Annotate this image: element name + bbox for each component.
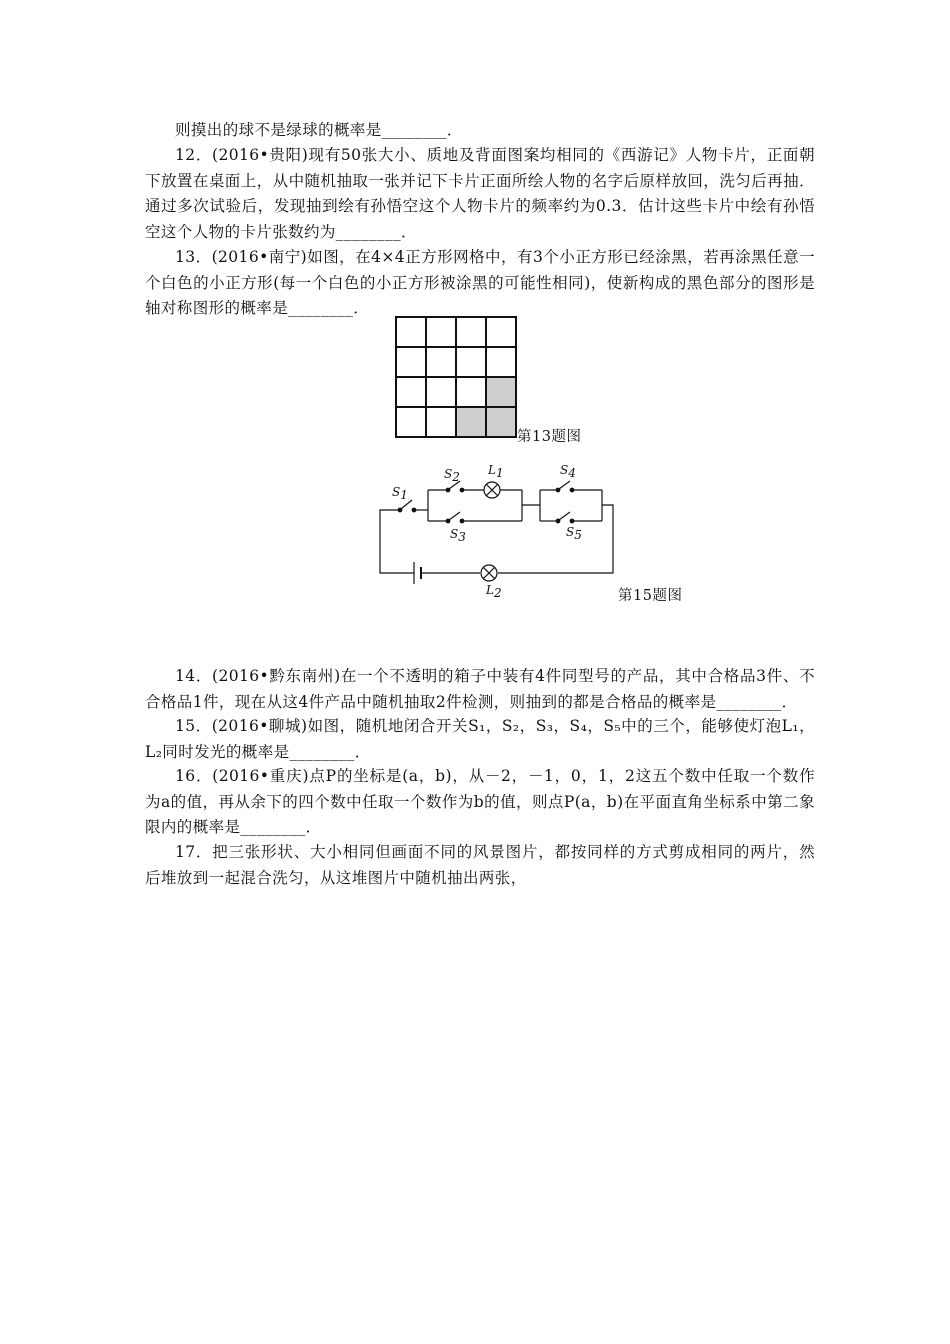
grid-cell <box>427 318 457 348</box>
grid-cell <box>487 348 517 378</box>
label-s4: S4 <box>560 463 576 480</box>
grid-cell <box>457 378 487 408</box>
grid-cell <box>457 318 487 348</box>
grid-cell <box>397 348 427 378</box>
label-l1: L1 <box>488 463 504 480</box>
grid-cell <box>397 378 427 408</box>
question-16: 16．(2016•重庆)点P的坐标是(a，b)，从－2，－1，0，1，2这五个数中任取一个数作为a的值，再从余下的四个数中任取一个数作为b的值，则点P(a，b)在平面直角坐标系中第二象限内的概率是________． <box>145 767 815 836</box>
grid-cell <box>397 408 427 438</box>
grid-cell <box>427 408 457 438</box>
label-s1: S1 <box>392 485 408 502</box>
circuit-wire-left <box>380 510 412 573</box>
grid-cell <box>487 318 517 348</box>
label-l2: L2 <box>486 583 502 598</box>
label-s2: S2 <box>444 467 460 484</box>
question-12: 12．(2016•贵阳)现有50张大小、质地及背面图案均相同的《西游记》人物卡片，正面朝下放置在桌面上，从中随机抽取一张并记下卡片正面所绘人物的名字后原样放回，洗匀后再抽．通过多次试验后，发现抽到绘有孙悟空这个人物卡片的频率约为0.3．估计这些卡片中绘有孙悟空这个人物的卡片张数约为________． <box>145 146 815 241</box>
figure-13-caption: 第13题图 <box>517 429 582 445</box>
grid-cell <box>397 318 427 348</box>
question-13: 13．(2016•南宁)如图，在4×4正方形网格中，有3个小正方形已经涂黑，若再涂黑任意一个白色的小正方形(每一个白色的小正方形被涂黑的可能性相同)，使新构成的黑色部分的图形是轴对称图形的概率是________． <box>145 248 815 317</box>
label-s3: S3 <box>450 527 466 544</box>
grid-cell-shaded <box>457 408 487 438</box>
question-15: 15．(2016•聊城)如图，随机地闭合开关S₁，S₂，S₃，S₄，S₅中的三个，能够使灯泡L₁，L₂同时发光的概率是________． <box>145 717 815 761</box>
question-17: 17．把三张形状、大小相同但画面不同的风景图片，都按同样的方式剪成相同的两片，然后堆放到一起混合洗匀，从这堆图片中随机抽出两张， <box>145 843 815 887</box>
figure-13-grid <box>395 316 517 438</box>
grid-cell <box>427 348 457 378</box>
grid-cell-shaded <box>487 378 517 408</box>
switch-s5-icon <box>559 512 570 520</box>
grid-cell <box>457 348 487 378</box>
figure-15-caption: 第15题图 <box>618 588 683 604</box>
question-11-tail: 则摸出的球不是绿球的概率是________． <box>175 121 463 139</box>
circuit-wire-bottom-right2 <box>498 505 613 573</box>
question-14: 14．(2016•黔东南州)在一个不透明的箱子中装有4件同型号的产品，其中合格品3件、不合格品1件，现在从这4件产品中随机抽取2件检测，则抽到的都是合格品的概率是________． <box>145 667 815 711</box>
switch-s3-icon <box>449 512 460 520</box>
grid-cell-shaded <box>487 408 517 438</box>
switch-s4-icon <box>559 481 570 489</box>
grid-cell <box>427 378 457 408</box>
label-s5: S5 <box>566 525 582 542</box>
figure-15-circuit <box>370 458 620 598</box>
